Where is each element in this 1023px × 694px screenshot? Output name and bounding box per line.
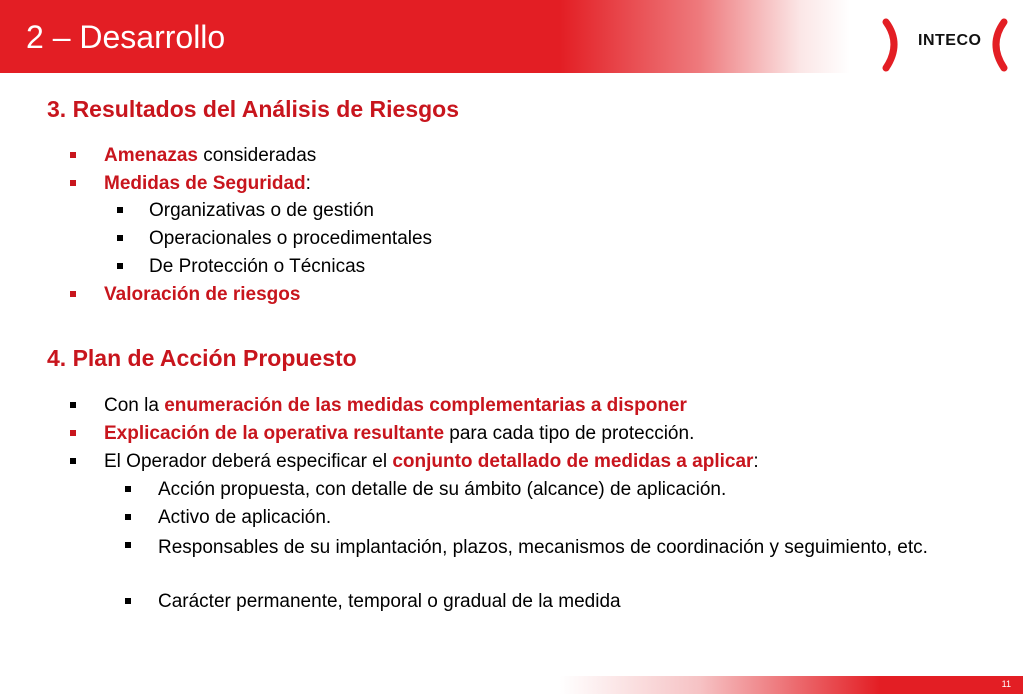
threats-rest: consideradas <box>198 145 317 166</box>
section-4-title: 4. Plan de Acción Propuesto <box>47 345 357 371</box>
action-plan-pre: El Operador deberá especificar el <box>104 451 393 472</box>
bullet-square-icon <box>70 458 76 464</box>
action-plan-rest: para cada tipo de protección. <box>444 423 695 444</box>
action-plan-highlight: conjunto detallado de medidas a aplicar <box>392 451 754 472</box>
bullet-square-icon <box>70 402 76 408</box>
bullet-square-icon <box>125 486 131 492</box>
action-plan-pre: Con la <box>104 395 165 416</box>
bullet-square-icon <box>70 152 76 158</box>
plan-detail-item: Activo de aplicación. <box>158 507 332 528</box>
action-plan-highlight: Explicación de la operativa resultante <box>104 423 445 444</box>
bullet-square-icon <box>70 291 76 297</box>
action-plan-highlight: enumeración de las medidas complementarias a disponer <box>164 395 687 416</box>
action-plan-item <box>104 422 694 446</box>
logo-text: INTECO <box>918 32 982 49</box>
security-measures-rest: : <box>305 173 311 194</box>
footer-bar <box>0 676 1023 694</box>
plan-detail-item: Carácter permanente, temporal o gradual de la medida <box>158 591 621 612</box>
section-3-title: 3. Resultados del Análisis de Riesgos <box>47 96 460 122</box>
risk-valuation-highlight: Valoración de riesgos <box>104 284 301 305</box>
page-number: 11 <box>1001 679 1011 689</box>
bullet-square-icon <box>125 598 131 604</box>
threats-highlight: Amenazas <box>104 145 198 166</box>
bullet-square-icon <box>70 180 76 186</box>
action-plan-item <box>104 450 759 474</box>
risk-valuation-item <box>104 283 300 307</box>
bullet-square-icon <box>70 430 76 436</box>
slide-title: 2 – Desarrollo <box>26 19 226 55</box>
measure-type-item: De Protección o Técnicas <box>149 256 366 277</box>
bullet-square-icon <box>125 542 131 548</box>
measure-type-item: Organizativas o de gestión <box>149 200 374 221</box>
security-measures-item <box>104 172 311 196</box>
header-bar <box>0 0 1023 73</box>
bullet-square-icon <box>125 514 131 520</box>
action-plan-rest: : <box>753 451 759 472</box>
plan-detail-item: Responsables de su implantación, plazos, mecanismos de coordinación y seguimiento, etc. <box>158 537 928 558</box>
security-measures-highlight: Medidas de Seguridad <box>104 173 306 194</box>
bullet-square-icon <box>117 263 123 269</box>
threats-item <box>104 144 316 168</box>
plan-detail-item: Acción propuesta, con detalle de su ámbito (alcance) de aplicación. <box>158 479 727 500</box>
action-plan-item <box>104 394 687 418</box>
bullet-square-icon <box>117 207 123 213</box>
measure-type-item: Operacionales o procedimentales <box>149 228 433 249</box>
bullet-square-icon <box>117 235 123 241</box>
